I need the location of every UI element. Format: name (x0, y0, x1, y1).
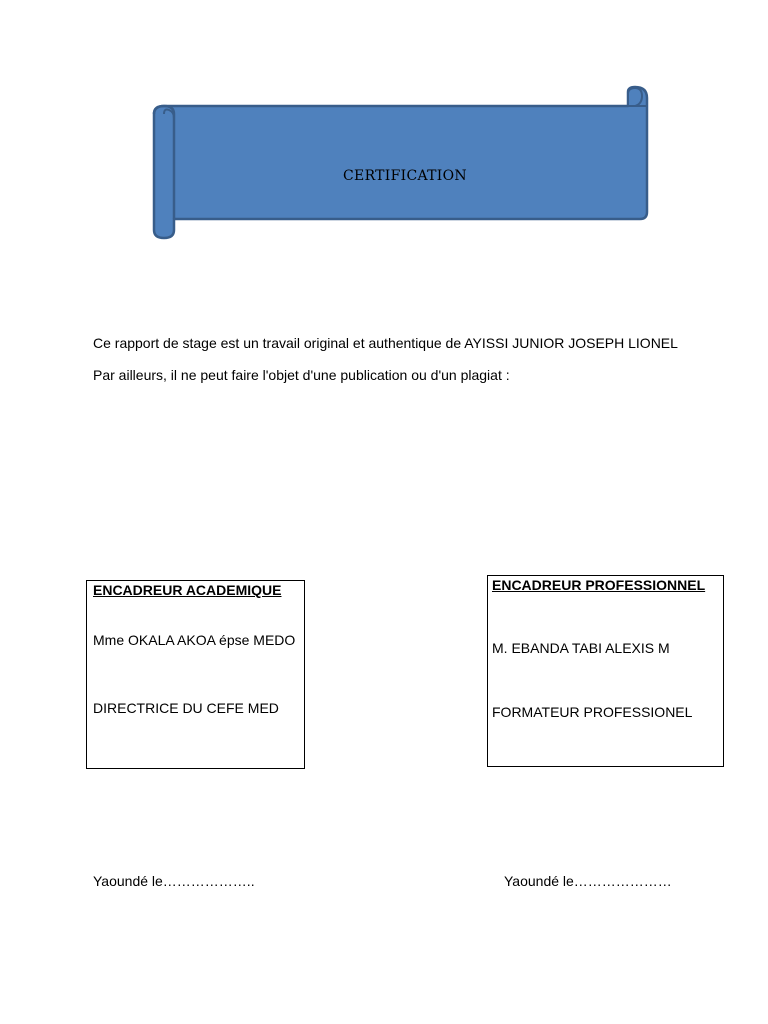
certification-title: CERTIFICATION (343, 168, 467, 184)
scroll-banner-shape (150, 84, 650, 242)
professional-supervisor-role: FORMATEUR PROFESSIONEL (492, 704, 693, 720)
certification-statement: Ce rapport de stage est un travail original et authentique de AYISSI JUNIOR JOSEPH LIONEL (93, 335, 678, 351)
academic-supervisor-role: DIRECTRICE DU CEFE MED (93, 700, 279, 716)
signature-place-right: Yaoundé le………………… (504, 873, 672, 889)
professional-supervisor-box (487, 575, 724, 767)
professional-supervisor-heading: ENCADREUR PROFESSIONNEL (492, 577, 706, 593)
academic-supervisor-heading: ENCADREUR ACADEMIQUE (93, 582, 282, 598)
signature-place-left: Yaoundé le……………….. (93, 873, 255, 889)
academic-supervisor-name: Mme OKALA AKOA épse MEDO (93, 632, 296, 648)
plagiarism-statement: Par ailleurs, il ne peut faire l'objet d'une publication ou d'un plagiat : (93, 367, 510, 383)
professional-supervisor-name: M. EBANDA TABI ALEXIS M (492, 640, 670, 656)
academic-supervisor-box (86, 580, 305, 769)
certification-banner (150, 84, 650, 242)
